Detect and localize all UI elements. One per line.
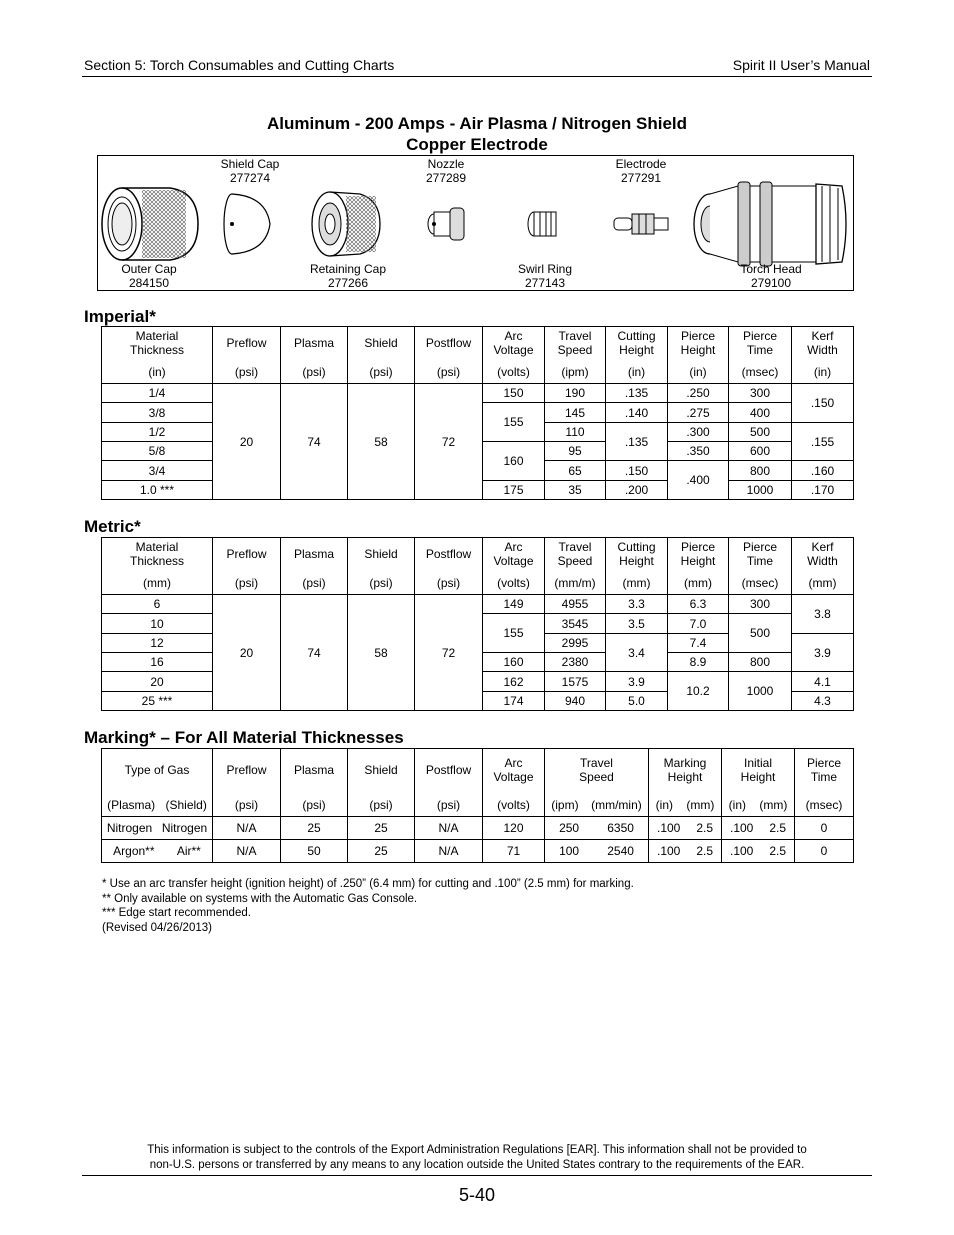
gas-units bbox=[102, 798, 212, 812]
table-row bbox=[102, 817, 854, 840]
col-label: Postflow bbox=[425, 336, 472, 350]
imperial-col-header bbox=[729, 327, 792, 384]
arc-voltage-cell: 160 bbox=[483, 442, 545, 481]
cutting-height-cell: .200 bbox=[606, 481, 668, 500]
marking-col-header bbox=[649, 749, 722, 817]
cutting-height-cell: 3.4 bbox=[606, 634, 668, 672]
imperial-col-header bbox=[545, 327, 606, 384]
col-label: Postflow bbox=[425, 763, 472, 777]
header-manual-title: Spirit II User’s Manual bbox=[732, 57, 870, 73]
col-label: Travel Speed bbox=[557, 540, 593, 568]
outer-cap-label: Outer Cap 284150 bbox=[121, 262, 177, 290]
thickness-cell: 1/2 bbox=[102, 423, 213, 442]
footnotes bbox=[102, 877, 634, 935]
travel-speed-cell: 145 bbox=[545, 403, 606, 423]
marking-height-cell bbox=[649, 840, 722, 863]
gas-plasma: Argon** bbox=[113, 844, 155, 858]
marking-col-header bbox=[281, 749, 348, 817]
col-label: Cutting Height bbox=[617, 540, 656, 568]
thickness-cell: 5/8 bbox=[102, 442, 213, 461]
col-unit: (psi) bbox=[302, 798, 326, 812]
postflow-cell: 72 bbox=[415, 595, 483, 711]
travel-speed-cell: 3545 bbox=[545, 614, 606, 634]
pierce-time-cell: 400 bbox=[729, 403, 792, 423]
col-unit: (in) bbox=[728, 798, 746, 812]
pierce-time-cell: 600 bbox=[729, 442, 792, 461]
imperial-heading: Imperial* bbox=[84, 307, 156, 326]
pierce-height-cell: .400 bbox=[668, 461, 729, 500]
travel-speed-cell bbox=[545, 840, 649, 863]
mh-mm: 2.5 bbox=[696, 821, 713, 835]
col-label: Plasma bbox=[293, 763, 334, 777]
imperial-col-header bbox=[281, 327, 348, 384]
col-unit: (psi) bbox=[234, 798, 259, 812]
speed-units bbox=[545, 798, 648, 812]
col-unit: (Shield) bbox=[165, 798, 207, 812]
thickness-cell: 10 bbox=[102, 614, 213, 634]
thickness-cell: 16 bbox=[102, 653, 213, 672]
col-unit: (mm/min) bbox=[591, 798, 642, 812]
col-unit: (in) bbox=[689, 365, 707, 379]
pierce-time-cell: 500 bbox=[729, 423, 792, 442]
retaining-cap-image bbox=[312, 192, 380, 256]
metric-col-header bbox=[729, 538, 792, 595]
header-rule bbox=[82, 76, 872, 77]
ih-mm: 2.5 bbox=[769, 844, 786, 858]
postflow-cell: N/A bbox=[415, 840, 483, 863]
col-unit: (in) bbox=[813, 365, 832, 379]
travel-speed-cell: 35 bbox=[545, 481, 606, 500]
speed-mm: 2540 bbox=[607, 844, 634, 858]
shield-cell: 25 bbox=[348, 817, 415, 840]
col-label: Preflow bbox=[226, 547, 267, 561]
page-number: 5-40 bbox=[458, 1185, 496, 1205]
pierce-height-cell: 10.2 bbox=[668, 672, 729, 711]
gas-plasma: Nitrogen bbox=[106, 821, 153, 835]
travel-speed-cell: 2995 bbox=[545, 634, 606, 653]
thickness-cell: 12 bbox=[102, 634, 213, 653]
kerf-width-cell: .160 bbox=[792, 461, 854, 481]
kerf-width-cell: .170 bbox=[792, 481, 854, 500]
col-label: Material Thickness bbox=[129, 329, 185, 357]
marking-height-cell bbox=[649, 817, 722, 840]
ih-in: .100 bbox=[729, 844, 754, 858]
col-label: Shield bbox=[364, 547, 398, 561]
arc-voltage-cell: 150 bbox=[483, 384, 545, 403]
speed-mm: 6350 bbox=[607, 821, 634, 835]
imperial-col-header bbox=[415, 327, 483, 384]
retaining-cap-label: Retaining Cap 277266 bbox=[309, 262, 387, 290]
travel-speed-cell: 1575 bbox=[545, 672, 606, 692]
col-label: Travel Speed bbox=[579, 756, 614, 784]
col-label: Pierce Time bbox=[742, 329, 777, 357]
marking-col-header bbox=[722, 749, 795, 817]
kerf-width-cell: .155 bbox=[792, 423, 854, 461]
travel-speed-cell: 190 bbox=[545, 384, 606, 403]
shield-cell: 25 bbox=[348, 840, 415, 863]
arc-voltage-cell: 155 bbox=[483, 614, 545, 653]
plasma-cell: 50 bbox=[281, 840, 348, 863]
footnote: *** Edge start recommended. bbox=[102, 907, 251, 919]
arc-voltage-cell: 71 bbox=[483, 840, 545, 863]
metric-heading: Metric* bbox=[84, 517, 141, 536]
col-unit: (mm) bbox=[622, 576, 651, 590]
nozzle-image bbox=[428, 208, 464, 240]
col-label: Arc Voltage bbox=[493, 540, 534, 568]
imperial-col-header bbox=[606, 327, 668, 384]
col-unit: (ipm) bbox=[551, 798, 579, 812]
col-unit: (psi) bbox=[302, 576, 326, 590]
kerf-width-cell: 3.9 bbox=[792, 634, 854, 672]
mh-in: .100 bbox=[656, 844, 681, 858]
pierce-height-cell: 8.9 bbox=[668, 653, 729, 672]
imperial-col-header bbox=[792, 327, 854, 384]
gas-shield: Air** bbox=[176, 844, 201, 858]
col-unit: (psi) bbox=[369, 365, 393, 379]
plasma-cell: 74 bbox=[281, 384, 348, 500]
col-label: Travel Speed bbox=[557, 329, 593, 357]
metric-col-header bbox=[281, 538, 348, 595]
mh-in: .100 bbox=[656, 821, 681, 835]
consumables-figure bbox=[97, 155, 854, 291]
speed-ipm: 250 bbox=[559, 821, 580, 835]
table-row bbox=[102, 595, 854, 614]
postflow-cell: N/A bbox=[415, 817, 483, 840]
imperial-col-header bbox=[348, 327, 415, 384]
col-label: Postflow bbox=[425, 547, 472, 561]
ear-notice bbox=[82, 1143, 872, 1173]
marking-height-units bbox=[649, 798, 721, 812]
cutting-height-cell: 5.0 bbox=[606, 692, 668, 711]
pierce-time-cell: 1000 bbox=[729, 481, 792, 500]
col-unit: (psi) bbox=[234, 365, 259, 379]
marking-col-header bbox=[545, 749, 649, 817]
metric-col-header bbox=[348, 538, 415, 595]
thickness-cell: 25 *** bbox=[102, 692, 213, 711]
metric-col-header bbox=[213, 538, 281, 595]
col-label: Kerf Width bbox=[807, 540, 838, 568]
col-unit: (mm) bbox=[808, 576, 837, 590]
travel-speed-cell bbox=[545, 817, 649, 840]
pierce-height-cell: .250 bbox=[668, 384, 729, 403]
col-unit: (msec) bbox=[741, 576, 779, 590]
thickness-cell: 1/4 bbox=[102, 384, 213, 403]
metric-col-header bbox=[545, 538, 606, 595]
travel-speed-cell: 95 bbox=[545, 442, 606, 461]
kerf-width-cell: 4.1 bbox=[792, 672, 854, 692]
thickness-cell: 20 bbox=[102, 672, 213, 692]
pierce-height-cell: 7.0 bbox=[668, 614, 729, 634]
kerf-width-cell: 4.3 bbox=[792, 692, 854, 711]
torch-head-image bbox=[694, 182, 846, 266]
col-unit: (msec) bbox=[741, 365, 779, 379]
col-label: Pierce Height bbox=[680, 329, 716, 357]
ear-line: non-U.S. persons or transferred by any means to any location outside the United States contrary to the requirements of the EAR. bbox=[149, 1159, 805, 1171]
imperial-table bbox=[101, 326, 854, 500]
col-unit: (volts) bbox=[497, 365, 530, 379]
preflow-cell: 20 bbox=[213, 595, 281, 711]
arc-voltage-cell: 149 bbox=[483, 595, 545, 614]
thickness-cell: 3/8 bbox=[102, 403, 213, 423]
revision-date: (Revised 04/26/2013) bbox=[102, 921, 212, 934]
metric-col-header bbox=[792, 538, 854, 595]
swirl-ring-label: Swirl Ring 277143 bbox=[517, 262, 572, 290]
metric-col-header bbox=[606, 538, 668, 595]
header-section-title: Section 5: Torch Consumables and Cutting Charts bbox=[84, 57, 395, 73]
col-label: Plasma bbox=[293, 547, 334, 561]
imperial-col-header bbox=[102, 327, 213, 384]
thickness-cell: 3/4 bbox=[102, 461, 213, 481]
col-unit: (mm) bbox=[684, 576, 712, 590]
ih-in: .100 bbox=[729, 821, 754, 835]
gas-shield: Nitrogen bbox=[161, 821, 208, 835]
shield-cap-label: Shield Cap 277274 bbox=[220, 157, 280, 185]
cutting-height-cell: .150 bbox=[606, 461, 668, 481]
torch-head-label: Torch Head 279100 bbox=[740, 262, 802, 290]
imperial-col-header bbox=[668, 327, 729, 384]
pierce-height-cell: .275 bbox=[668, 403, 729, 423]
metric-col-header bbox=[102, 538, 213, 595]
col-label: Marking Height bbox=[663, 756, 707, 784]
kerf-width-cell: .150 bbox=[792, 384, 854, 423]
kerf-width-cell: 3.8 bbox=[792, 595, 854, 634]
pierce-height-cell: .300 bbox=[668, 423, 729, 442]
col-label: Pierce Height bbox=[680, 540, 716, 568]
metric-col-header bbox=[415, 538, 483, 595]
pierce-height-cell: 6.3 bbox=[668, 595, 729, 614]
col-label: Cutting Height bbox=[617, 329, 656, 357]
thickness-cell: 6 bbox=[102, 595, 213, 614]
pierce-time-cell: 300 bbox=[729, 384, 792, 403]
col-label: Plasma bbox=[293, 336, 334, 350]
col-label: Material Thickness bbox=[129, 540, 185, 568]
col-label: Shield bbox=[364, 336, 398, 350]
marking-col-header bbox=[795, 749, 854, 817]
col-label: Pierce Time bbox=[806, 756, 841, 784]
pierce-time-cell: 800 bbox=[729, 461, 792, 481]
pierce-time-cell: 800 bbox=[729, 653, 792, 672]
cutting-height-cell: .135 bbox=[606, 423, 668, 461]
col-unit: (mm) bbox=[143, 576, 171, 590]
pierce-time-cell: 300 bbox=[729, 595, 792, 614]
metric-col-header bbox=[668, 538, 729, 595]
gas-cell bbox=[102, 817, 213, 840]
table-row bbox=[102, 384, 854, 403]
marking-col-header bbox=[102, 749, 213, 817]
arc-voltage-cell: 120 bbox=[483, 817, 545, 840]
col-unit: (psi) bbox=[369, 798, 393, 812]
col-unit: (ipm) bbox=[561, 365, 589, 379]
col-unit: (mm) bbox=[759, 798, 788, 812]
travel-speed-cell: 4955 bbox=[545, 595, 606, 614]
col-unit: (msec) bbox=[805, 798, 843, 812]
marking-col-header bbox=[415, 749, 483, 817]
col-unit: (psi) bbox=[436, 365, 461, 379]
plasma-cell: 25 bbox=[281, 817, 348, 840]
arc-voltage-cell: 160 bbox=[483, 653, 545, 672]
outer-cap-image bbox=[102, 188, 198, 260]
travel-speed-cell: 65 bbox=[545, 461, 606, 481]
shield-cell: 58 bbox=[348, 595, 415, 711]
marking-header-row bbox=[102, 749, 854, 817]
col-unit: (mm/m) bbox=[554, 576, 596, 590]
gas-cell bbox=[102, 840, 213, 863]
col-label: Preflow bbox=[226, 336, 267, 350]
marking-table bbox=[101, 748, 854, 863]
col-unit: (in) bbox=[627, 365, 646, 379]
cutting-height-cell: .135 bbox=[606, 384, 668, 403]
footnote: * Use an arc transfer height (ignition height) of .250” (6.4 mm) for cutting and .100” (2.5 mm) for marking. bbox=[102, 878, 634, 890]
arc-voltage-cell: 175 bbox=[483, 481, 545, 500]
initial-height-cell bbox=[722, 840, 795, 863]
metric-table bbox=[101, 537, 854, 711]
nozzle-label: Nozzle 277289 bbox=[425, 157, 467, 185]
col-unit: (volts) bbox=[497, 798, 530, 812]
pierce-time-cell: 1000 bbox=[729, 672, 792, 711]
col-label: Kerf Width bbox=[807, 329, 838, 357]
pierce-time-cell: 500 bbox=[729, 614, 792, 653]
preflow-cell: N/A bbox=[213, 817, 281, 840]
page-subtitle: Copper Electrode bbox=[406, 135, 548, 154]
col-label: Arc Voltage bbox=[493, 756, 534, 784]
pierce-height-cell: 7.4 bbox=[668, 634, 729, 653]
arc-voltage-cell: 155 bbox=[483, 403, 545, 442]
col-unit: (psi) bbox=[234, 576, 259, 590]
ih-mm: 2.5 bbox=[769, 821, 786, 835]
cutting-height-cell: 3.5 bbox=[606, 614, 668, 634]
col-label: Initial Height bbox=[740, 756, 776, 784]
col-unit: (volts) bbox=[497, 576, 530, 590]
initial-height-units bbox=[722, 798, 794, 812]
col-unit: (psi) bbox=[302, 365, 326, 379]
imperial-header-row bbox=[102, 327, 854, 384]
arc-voltage-cell: 162 bbox=[483, 672, 545, 692]
footer-rule bbox=[82, 1175, 872, 1176]
speed-ipm: 100 bbox=[559, 844, 580, 858]
pierce-height-cell: .350 bbox=[668, 442, 729, 461]
col-unit: (in) bbox=[655, 798, 673, 812]
cutting-height-cell: .140 bbox=[606, 403, 668, 423]
col-unit: (psi) bbox=[436, 798, 461, 812]
col-unit: (mm) bbox=[686, 798, 715, 812]
col-label: Pierce Time bbox=[742, 540, 777, 568]
table-row bbox=[102, 840, 854, 863]
preflow-cell: N/A bbox=[213, 840, 281, 863]
mh-mm: 2.5 bbox=[696, 844, 713, 858]
ear-line: This information is subject to the controls of the Export Administration Regulations [EAR]. This information shall not be provided to bbox=[147, 1144, 807, 1156]
postflow-cell: 72 bbox=[415, 384, 483, 500]
col-unit: (Plasma) bbox=[107, 798, 156, 812]
col-unit: (psi) bbox=[369, 576, 393, 590]
travel-speed-cell: 2380 bbox=[545, 653, 606, 672]
pierce-time-cell: 0 bbox=[795, 840, 854, 863]
col-label: Shield bbox=[364, 763, 398, 777]
marking-col-header bbox=[483, 749, 545, 817]
travel-speed-cell: 940 bbox=[545, 692, 606, 711]
electrode-label: Electrode 277291 bbox=[615, 157, 667, 185]
metric-col-header bbox=[483, 538, 545, 595]
pierce-time-cell: 0 bbox=[795, 817, 854, 840]
swirl-ring-image bbox=[528, 212, 556, 236]
cutting-height-cell: 3.9 bbox=[606, 672, 668, 692]
preflow-cell: 20 bbox=[213, 384, 281, 500]
imperial-col-header bbox=[213, 327, 281, 384]
page-title: Aluminum - 200 Amps - Air Plasma / Nitrogen Shield bbox=[266, 114, 688, 133]
cutting-height-cell: 3.3 bbox=[606, 595, 668, 614]
marking-col-header bbox=[213, 749, 281, 817]
imperial-col-header bbox=[483, 327, 545, 384]
shield-cap-image bbox=[224, 194, 270, 254]
shield-cell: 58 bbox=[348, 384, 415, 500]
col-label: Type of Gas bbox=[124, 763, 190, 777]
thickness-cell: 1.0 *** bbox=[102, 481, 213, 500]
footnote: ** Only available on systems with the Automatic Gas Console. bbox=[102, 892, 418, 905]
col-unit: (psi) bbox=[436, 576, 461, 590]
initial-height-cell bbox=[722, 817, 795, 840]
electrode-image bbox=[614, 214, 668, 234]
metric-header-row bbox=[102, 538, 854, 595]
travel-speed-cell: 110 bbox=[545, 423, 606, 442]
marking-heading: Marking* – For All Material Thicknesses bbox=[84, 728, 404, 747]
col-label: Arc Voltage bbox=[493, 329, 534, 357]
arc-voltage-cell: 174 bbox=[483, 692, 545, 711]
col-label: Preflow bbox=[226, 763, 267, 777]
plasma-cell: 74 bbox=[281, 595, 348, 711]
marking-col-header bbox=[348, 749, 415, 817]
col-unit: (in) bbox=[148, 365, 166, 379]
